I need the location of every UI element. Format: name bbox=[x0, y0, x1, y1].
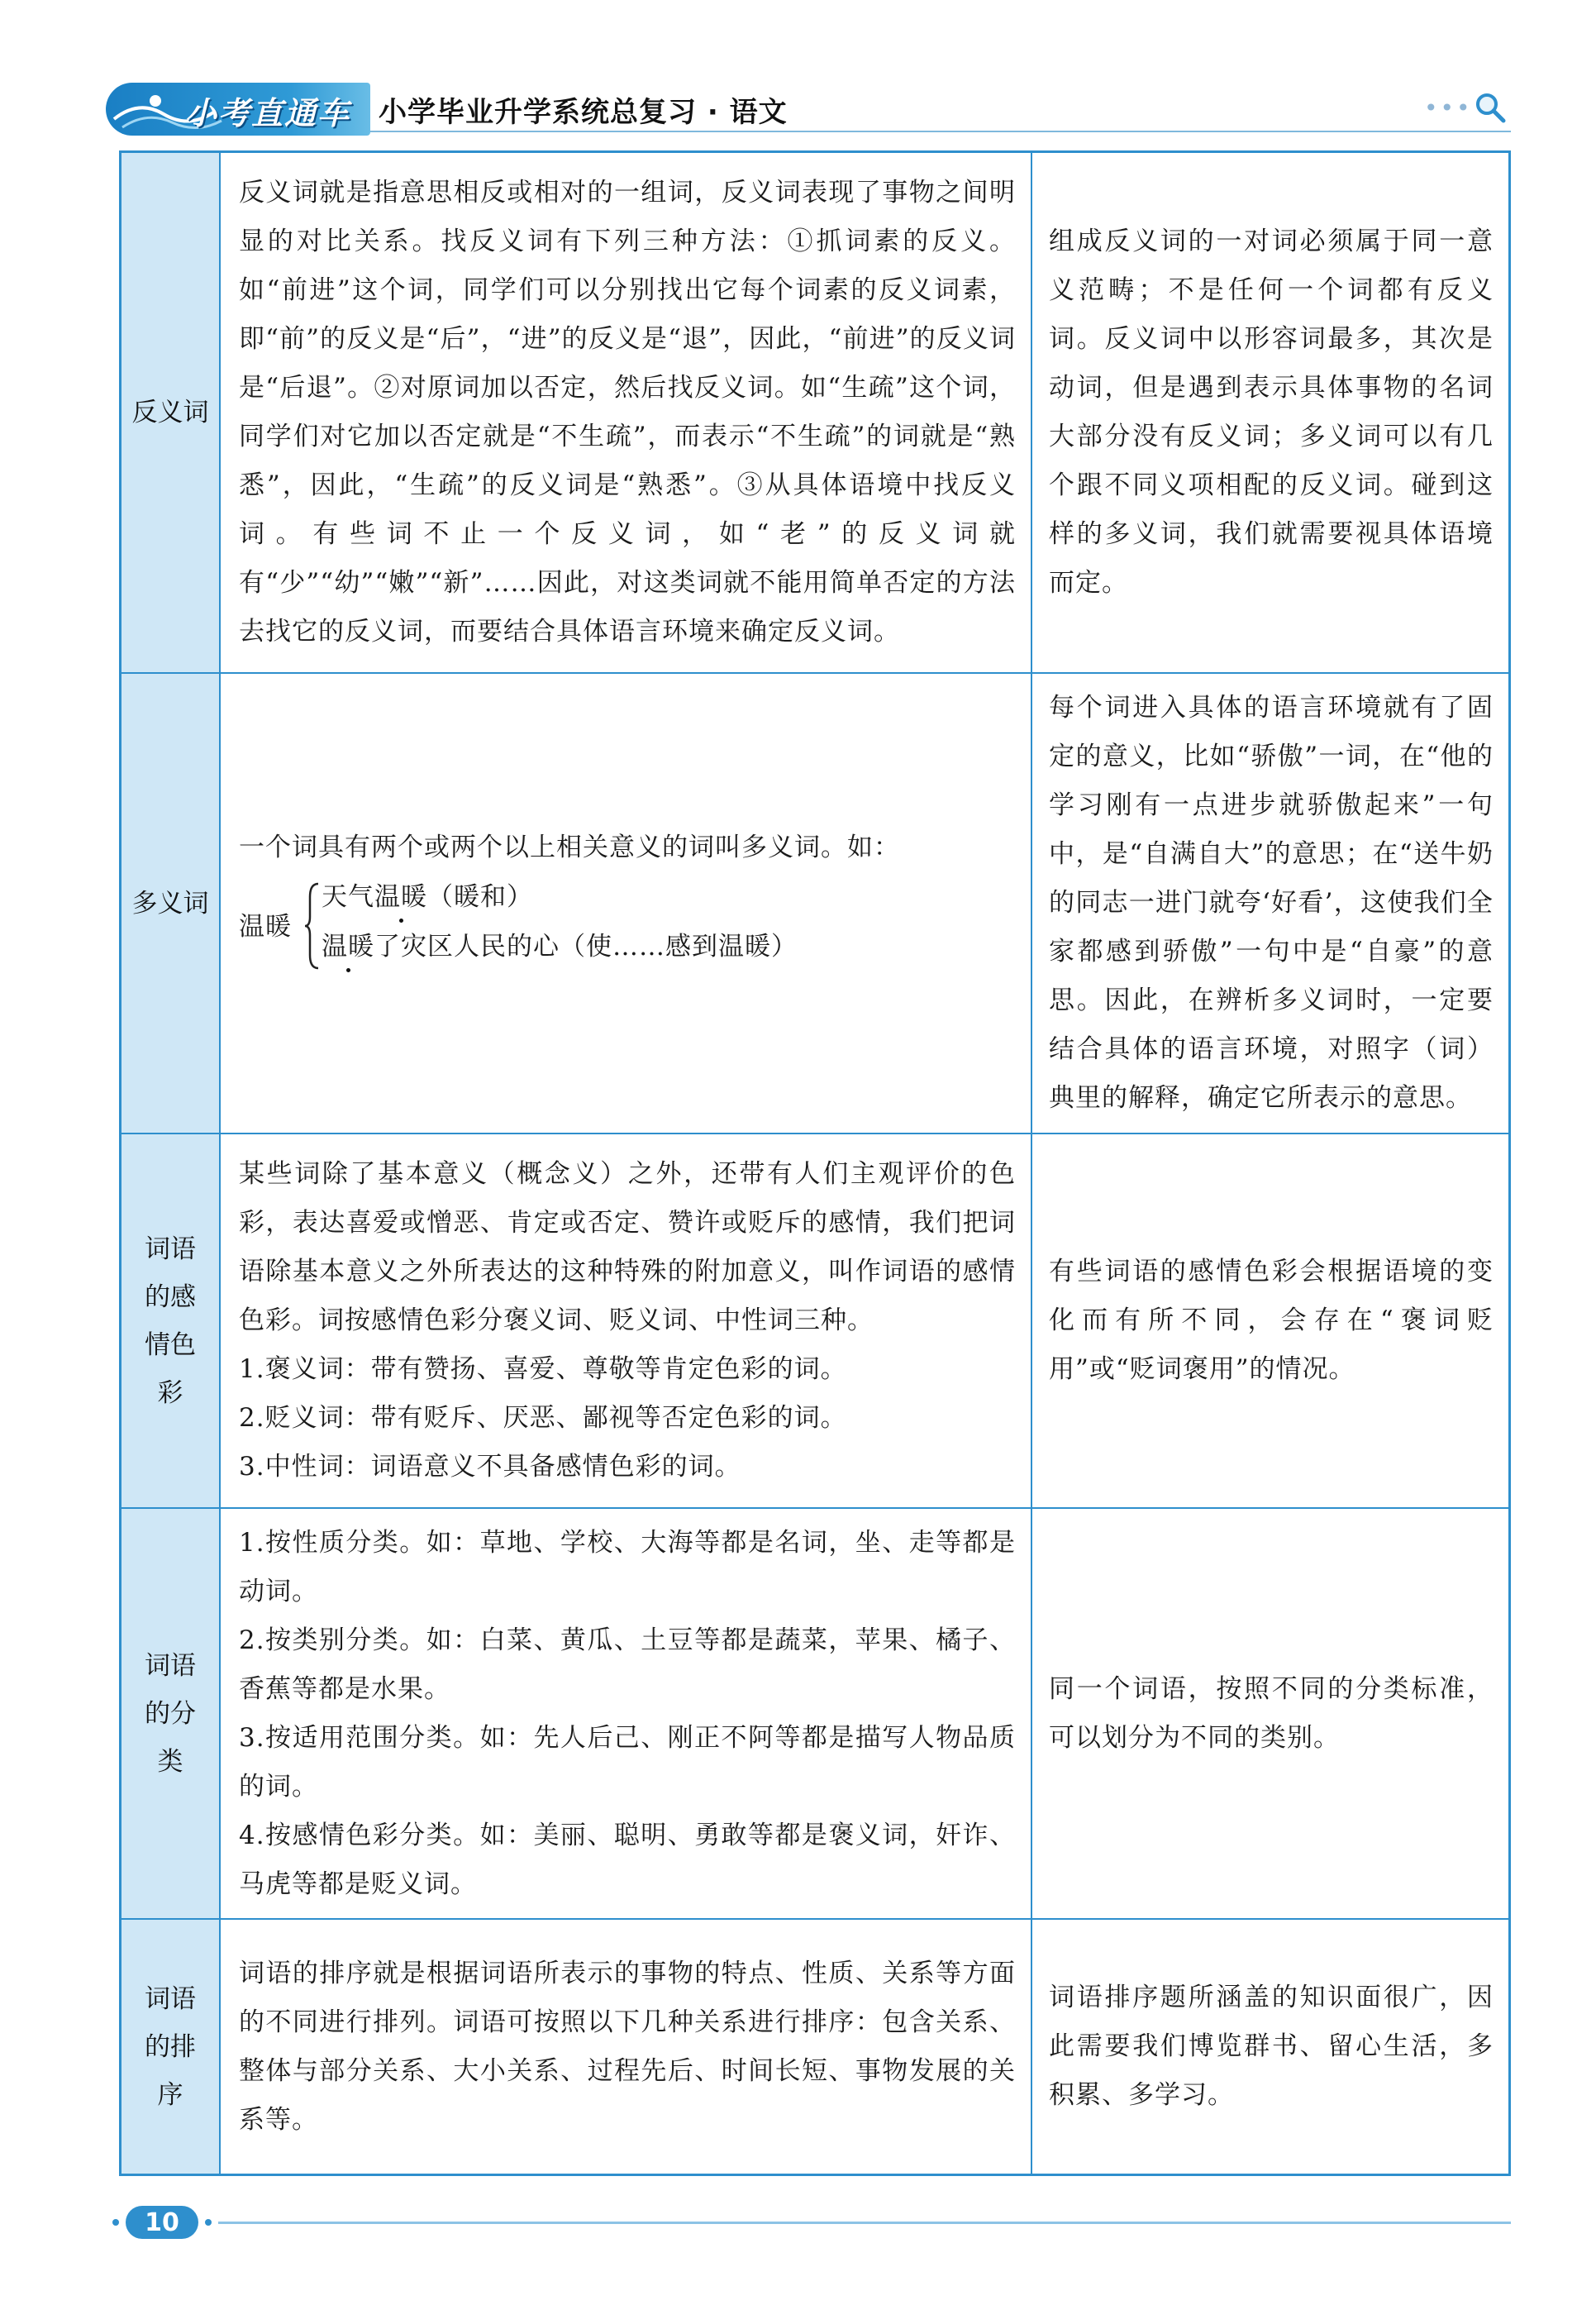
main-text: 一个词具有两个或两个以上相关意义的词叫多义词。如： bbox=[239, 833, 900, 862]
note-cell bbox=[1032, 1134, 1508, 1507]
row-label-cell bbox=[121, 1920, 221, 2174]
note-text: 同一个词语，按照不同的分类标准，可以划分为不同的类别。 bbox=[1049, 1673, 1494, 1753]
main-text: 词语的排序就是根据词语所表示的事物的特点、性质、关系等方面的不同进行排列。词语可按照以下几种关系进行排序：包含关系、整体与部分关系、大小关系、过程先后、时间长短、事物发展的关系等。 bbox=[239, 1958, 1016, 2135]
list-item: 3.按适用范围分类。如：先人后己、刚正不阿等都是描写人物品质的词。 bbox=[239, 1722, 1016, 1802]
example-line-2-emphasis: 温暖 bbox=[322, 925, 374, 962]
example-line-2-suffix: 了灾区人民的心（使……感到温暖） bbox=[374, 932, 798, 962]
page-title: 小学毕业升学系统总复习 · 语文 bbox=[379, 96, 788, 129]
row-label-cell bbox=[121, 1509, 221, 1918]
example-word: 温暖 bbox=[239, 912, 292, 942]
example-line-1-emphasis: 温暖 bbox=[374, 876, 427, 913]
page-header bbox=[106, 83, 1511, 136]
knowledge-table bbox=[119, 150, 1511, 2176]
brace-icon bbox=[303, 881, 322, 971]
table-row-antonyms bbox=[121, 153, 1508, 674]
header-dots: ••• bbox=[1424, 94, 1473, 122]
table-row-emotional-color bbox=[121, 1134, 1508, 1509]
footer-divider bbox=[218, 2222, 1511, 2224]
footer-dot bbox=[112, 2219, 119, 2226]
list-item: 1.按性质分类。如：草地、学校、大海等都是名词，坐、走等都是动词。 bbox=[239, 1527, 1016, 1606]
table-row-ordering bbox=[121, 1920, 1508, 2174]
example-line-1 bbox=[322, 876, 533, 913]
note-text: 有些词语的感情色彩会根据语境的变化而有所不同，会存在“褒词贬用”或“贬词褒用”的情况。 bbox=[1049, 1257, 1494, 1384]
note-text: 每个词进入具体的语言环境就有了固定的意义，比如“骄傲”一词，在“他的学习刚有一点进步就骄傲起来”一句中，是“自满自大”的意思；在“送牛奶的同志一进门就夸‘好看’，这使我们全家都感到骄傲”一句中是“自豪”的意思。因此，在辨析多义词时，一定要结合具体的语言环境，对照字（词）典里的解释，确定它所表示的意思。 bbox=[1049, 693, 1494, 1113]
search-icon bbox=[1474, 91, 1507, 124]
row-label-cell bbox=[121, 674, 221, 1133]
row-label-cell bbox=[121, 153, 221, 672]
main-cell bbox=[221, 1509, 1032, 1918]
list-item: 1.褒义词：带有赞扬、喜爱、尊敬等肯定色彩的词。 bbox=[239, 1354, 847, 1384]
note-cell bbox=[1032, 1920, 1508, 2174]
main-cell bbox=[221, 674, 1032, 1133]
polysemy-example bbox=[239, 876, 1016, 983]
table-row-polysemy bbox=[121, 674, 1508, 1134]
row-label: 词语的感情色彩 bbox=[145, 1234, 196, 1408]
example-line-2 bbox=[322, 925, 798, 962]
note-cell bbox=[1032, 1509, 1508, 1918]
example-line-1-suffix: （暖和） bbox=[427, 882, 533, 912]
note-text: 词语排序题所涵盖的知识面很广，因此需要我们博览群书、留心生活，多积累、多学习。 bbox=[1049, 1983, 1494, 2110]
row-label: 多义词 bbox=[131, 888, 209, 919]
main-text: 反义词就是指意思相反或相对的一组词，反义词表现了事物之间明显的对比关系。找反义词有下列三种方法：①抓词素的反义。如“前进”这个词，同学们可以分别找出它每个词素的反义词素，即“前”的反义是“后”，“进”的反义是“退”，因此，“前进”的反义词是“后退”。②对原词加以否定，然后找反义词。如“生疏”这个词，同学们对它加以否定就是“不生疏”，而表示“不生疏”的词就是“熟悉”，因此，“生疏”的反义词是“熟悉”。③从具体语境中找反义词。有些词不止一个反义词，如“老”的反义词就有“少”“幼”“嫩”“新”……因此，对这类词就不能用简单否定的方法去找它的反义词，而要结合具体语言环境来确定反义词。 bbox=[239, 178, 1016, 647]
brand-logo bbox=[106, 83, 370, 136]
page-number: 10 bbox=[126, 2206, 198, 2239]
row-label: 词语的排序 bbox=[145, 1983, 196, 2110]
list-item: 4.按感情色彩分类。如：美丽、聪明、勇敢等都是褒义词，奸诈、马虎等都是贬义词。 bbox=[239, 1820, 1016, 1899]
list-item: 2.贬义词：带有贬斥、厌恶、鄙视等否定色彩的词。 bbox=[239, 1403, 847, 1433]
main-cell bbox=[221, 153, 1032, 672]
table-row-classification bbox=[121, 1509, 1508, 1920]
main-text: 某些词除了基本意义（概念义）之外，还带有人们主观评价的色彩，表达喜爱或憎恶、肯定或否定、赞许或贬斥的感情，我们把词语除基本意义之外所表达的这种特殊的附加意义，叫作词语的感情色彩。词按感情色彩分褒义词、贬义词、中性词三种。 bbox=[239, 1159, 1016, 1335]
header-divider bbox=[370, 131, 1511, 132]
page-footer bbox=[106, 2203, 1511, 2244]
list-item: 3.中性词：词语意义不具备感情色彩的词。 bbox=[239, 1452, 741, 1482]
row-label: 反义词 bbox=[131, 398, 209, 427]
note-text: 组成反义词的一对词必须属于同一意义范畴；不是任何一个词都有反义词。反义词中以形容词最多，其次是动词，但是遇到表示具体事物的名词大部分没有反义词；多义词可以有几个跟不同义项相配的反义词。碰到这样的多义词，我们就需要视具体语境而定。 bbox=[1049, 227, 1494, 598]
row-label: 词语的分类 bbox=[145, 1650, 196, 1777]
note-cell bbox=[1032, 153, 1508, 672]
main-cell bbox=[221, 1920, 1032, 2174]
example-line-1-prefix: 天气 bbox=[322, 882, 374, 912]
logo-text: 小考直通车 bbox=[185, 95, 351, 131]
list-item: 2.按类别分类。如：白菜、黄瓜、土豆等都是蔬菜，苹果、橘子、香蕉等都是水果。 bbox=[239, 1625, 1016, 1704]
footer-dot bbox=[205, 2219, 212, 2226]
main-cell bbox=[221, 1134, 1032, 1507]
note-cell bbox=[1032, 674, 1508, 1133]
row-label-cell bbox=[121, 1134, 221, 1507]
